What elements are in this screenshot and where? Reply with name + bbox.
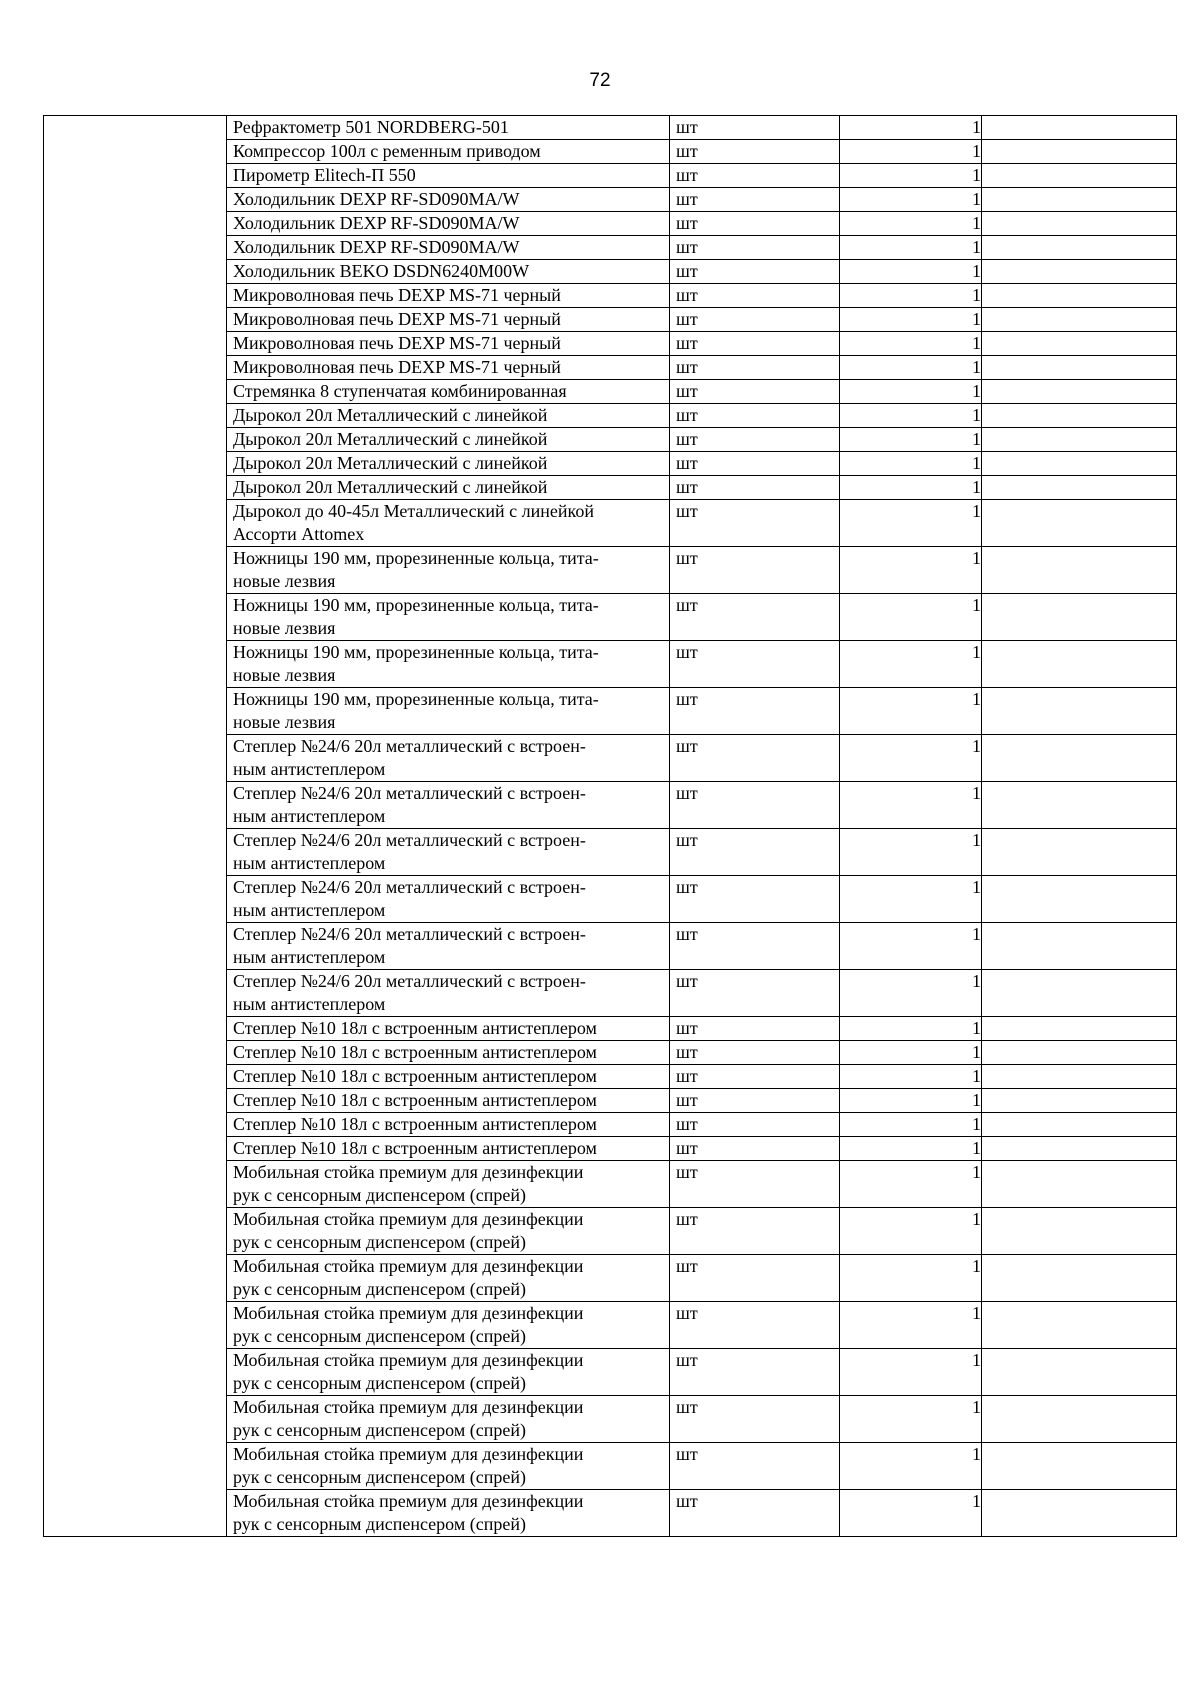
- item-qty-cell: 1: [840, 594, 982, 641]
- item-qty-cell: 1: [840, 1490, 982, 1537]
- item-note-cell: [982, 164, 1177, 188]
- item-qty-cell: 1: [840, 1161, 982, 1208]
- item-name-cell: Мобильная стойка премиум для дезинфекции рук с сенсорным диспенсером (спрей): [227, 1396, 670, 1443]
- item-name-cell: Степлер №24/6 20л металлический с встроен- ным антистеплером: [227, 876, 670, 923]
- item-note-cell: [982, 641, 1177, 688]
- item-name-cell: Степлер №24/6 20л металлический с встроен- ным антистеплером: [227, 735, 670, 782]
- item-unit-cell: шт: [670, 829, 840, 876]
- page-number: 72: [589, 70, 611, 91]
- item-name-cell: Степлер №24/6 20л металлический с встроен- ным антистеплером: [227, 923, 670, 970]
- table-row: [44, 116, 1177, 140]
- item-unit-cell: шт: [670, 428, 840, 452]
- item-note-cell: [982, 356, 1177, 380]
- item-qty-cell: 1: [840, 688, 982, 735]
- item-qty-cell: 1: [840, 735, 982, 782]
- item-qty-cell: 1: [840, 356, 982, 380]
- item-note-cell: [982, 260, 1177, 284]
- item-note-cell: [982, 284, 1177, 308]
- item-unit-cell: шт: [670, 1349, 840, 1396]
- item-unit-cell: шт: [670, 1113, 840, 1137]
- item-unit-cell: шт: [670, 236, 840, 260]
- item-qty-cell: 1: [840, 1396, 982, 1443]
- item-unit-cell: шт: [670, 404, 840, 428]
- item-qty-cell: 1: [840, 452, 982, 476]
- item-unit-cell: шт: [670, 1208, 840, 1255]
- item-name-cell: Рефрактометр 501 NORDBERG-501: [227, 116, 670, 140]
- table-body: [44, 116, 1177, 1537]
- item-qty-cell: 1: [840, 782, 982, 829]
- item-unit-cell: шт: [670, 1017, 840, 1041]
- item-name-cell: Мобильная стойка премиум для дезинфекции рук с сенсорным диспенсером (спрей): [227, 1208, 670, 1255]
- item-qty-cell: 1: [840, 1065, 982, 1089]
- item-qty-cell: 1: [840, 188, 982, 212]
- item-note-cell: [982, 594, 1177, 641]
- item-qty-cell: 1: [840, 140, 982, 164]
- item-unit-cell: шт: [670, 1137, 840, 1161]
- item-note-cell: [982, 1443, 1177, 1490]
- item-note-cell: [982, 1490, 1177, 1537]
- item-name-cell: Степлер №24/6 20л металлический с встроен- ным антистеплером: [227, 970, 670, 1017]
- item-note-cell: [982, 500, 1177, 547]
- item-unit-cell: шт: [670, 1065, 840, 1089]
- item-note-cell: [982, 923, 1177, 970]
- item-name-cell: Степлер №24/6 20л металлический с встроен- ным антистеплером: [227, 829, 670, 876]
- item-unit-cell: шт: [670, 1041, 840, 1065]
- item-note-cell: [982, 1255, 1177, 1302]
- item-name-cell: Дырокол 20л Металлический с линейкой: [227, 452, 670, 476]
- item-unit-cell: шт: [670, 260, 840, 284]
- item-name-cell: Ножницы 190 мм, прорезиненные кольца, тита- новые лезвия: [227, 641, 670, 688]
- item-name-cell: Стремянка 8 ступенчатая комбинированная: [227, 380, 670, 404]
- item-qty-cell: 1: [840, 308, 982, 332]
- item-name-cell: Мобильная стойка премиум для дезинфекции рук с сенсорным диспенсером (спрей): [227, 1302, 670, 1349]
- item-note-cell: [982, 876, 1177, 923]
- item-qty-cell: 1: [840, 212, 982, 236]
- item-qty-cell: 1: [840, 236, 982, 260]
- item-unit-cell: шт: [670, 476, 840, 500]
- item-qty-cell: 1: [840, 1089, 982, 1113]
- item-unit-cell: шт: [670, 1490, 840, 1537]
- item-note-cell: [982, 1302, 1177, 1349]
- item-qty-cell: 1: [840, 1137, 982, 1161]
- item-note-cell: [982, 1017, 1177, 1041]
- item-name-cell: Степлер №10 18л с встроенным антистеплером: [227, 1041, 670, 1065]
- item-name-cell: Степлер №24/6 20л металлический с встроен- ным антистеплером: [227, 782, 670, 829]
- merged-section-cell: [44, 116, 227, 1537]
- item-unit-cell: шт: [670, 188, 840, 212]
- item-name-cell: Холодильник DEXP RF-SD090MA/W: [227, 212, 670, 236]
- item-unit-cell: шт: [670, 547, 840, 594]
- item-note-cell: [982, 428, 1177, 452]
- item-name-cell: Мобильная стойка премиум для дезинфекции рук с сенсорным диспенсером (спрей): [227, 1490, 670, 1537]
- item-unit-cell: шт: [670, 735, 840, 782]
- item-name-cell: Микроволновая печь DEXP MS-71 черный: [227, 356, 670, 380]
- item-unit-cell: шт: [670, 782, 840, 829]
- item-note-cell: [982, 782, 1177, 829]
- item-name-cell: Дырокол до 40-45л Металлический с линейкой Ассорти Attomex: [227, 500, 670, 547]
- item-name-cell: Мобильная стойка премиум для дезинфекции рук с сенсорным диспенсером (спрей): [227, 1255, 670, 1302]
- item-note-cell: [982, 735, 1177, 782]
- item-qty-cell: 1: [840, 1017, 982, 1041]
- item-qty-cell: 1: [840, 876, 982, 923]
- item-note-cell: [982, 1089, 1177, 1113]
- item-name-cell: Микроволновая печь DEXP MS-71 черный: [227, 308, 670, 332]
- item-name-cell: Дырокол 20л Металлический с линейкой: [227, 404, 670, 428]
- item-name-cell: Степлер №10 18л с встроенным антистеплером: [227, 1017, 670, 1041]
- item-name-cell: Степлер №10 18л с встроенным антистеплером: [227, 1089, 670, 1113]
- item-unit-cell: шт: [670, 594, 840, 641]
- item-name-cell: Пирометр Elitech-П 550: [227, 164, 670, 188]
- item-unit-cell: шт: [670, 688, 840, 735]
- item-note-cell: [982, 188, 1177, 212]
- item-unit-cell: шт: [670, 1443, 840, 1490]
- item-qty-cell: 1: [840, 284, 982, 308]
- item-qty-cell: 1: [840, 1443, 982, 1490]
- item-unit-cell: шт: [670, 641, 840, 688]
- item-qty-cell: 1: [840, 500, 982, 547]
- item-note-cell: [982, 1041, 1177, 1065]
- item-name-cell: Ножницы 190 мм, прорезиненные кольца, тита- новые лезвия: [227, 688, 670, 735]
- item-name-cell: Мобильная стойка премиум для дезинфекции рук с сенсорным диспенсером (спрей): [227, 1161, 670, 1208]
- item-unit-cell: шт: [670, 1161, 840, 1208]
- item-name-cell: Холодильник DEXP RF-SD090MA/W: [227, 236, 670, 260]
- item-qty-cell: 1: [840, 641, 982, 688]
- item-unit-cell: шт: [670, 452, 840, 476]
- item-qty-cell: 1: [840, 1208, 982, 1255]
- item-note-cell: [982, 970, 1177, 1017]
- item-note-cell: [982, 688, 1177, 735]
- item-note-cell: [982, 1396, 1177, 1443]
- item-name-cell: Степлер №10 18л с встроенным антистеплером: [227, 1113, 670, 1137]
- item-qty-cell: 1: [840, 923, 982, 970]
- item-unit-cell: шт: [670, 140, 840, 164]
- item-unit-cell: шт: [670, 1255, 840, 1302]
- item-qty-cell: 1: [840, 380, 982, 404]
- item-unit-cell: шт: [670, 970, 840, 1017]
- item-unit-cell: шт: [670, 212, 840, 236]
- item-qty-cell: 1: [840, 404, 982, 428]
- item-name-cell: Микроволновая печь DEXP MS-71 черный: [227, 332, 670, 356]
- item-unit-cell: шт: [670, 923, 840, 970]
- item-note-cell: [982, 1161, 1177, 1208]
- item-qty-cell: 1: [840, 428, 982, 452]
- item-note-cell: [982, 332, 1177, 356]
- item-name-cell: Ножницы 190 мм, прорезиненные кольца, тита- новые лезвия: [227, 594, 670, 641]
- item-name-cell: Микроволновая печь DEXP MS-71 черный: [227, 284, 670, 308]
- item-qty-cell: 1: [840, 1041, 982, 1065]
- item-qty-cell: 1: [840, 1113, 982, 1137]
- item-name-cell: Ножницы 190 мм, прорезиненные кольца, тита- новые лезвия: [227, 547, 670, 594]
- item-qty-cell: 1: [840, 1302, 982, 1349]
- item-unit-cell: шт: [670, 284, 840, 308]
- item-qty-cell: 1: [840, 547, 982, 594]
- item-note-cell: [982, 829, 1177, 876]
- item-qty-cell: 1: [840, 332, 982, 356]
- item-unit-cell: шт: [670, 164, 840, 188]
- item-name-cell: Степлер №10 18л с встроенным антистеплером: [227, 1137, 670, 1161]
- item-unit-cell: шт: [670, 332, 840, 356]
- item-qty-cell: 1: [840, 829, 982, 876]
- item-unit-cell: шт: [670, 308, 840, 332]
- item-name-cell: Степлер №10 18л с встроенным антистеплером: [227, 1065, 670, 1089]
- item-note-cell: [982, 1349, 1177, 1396]
- item-note-cell: [982, 1208, 1177, 1255]
- item-note-cell: [982, 547, 1177, 594]
- item-unit-cell: шт: [670, 876, 840, 923]
- item-note-cell: [982, 1137, 1177, 1161]
- item-qty-cell: 1: [840, 164, 982, 188]
- item-name-cell: Мобильная стойка премиум для дезинфекции рук с сенсорным диспенсером (спрей): [227, 1349, 670, 1396]
- item-note-cell: [982, 404, 1177, 428]
- item-name-cell: Холодильник BEKO DSDN6240M00W: [227, 260, 670, 284]
- item-name-cell: Компрессор 100л с ременным приводом: [227, 140, 670, 164]
- item-qty-cell: 1: [840, 260, 982, 284]
- item-unit-cell: шт: [670, 1089, 840, 1113]
- item-name-cell: Дырокол 20л Металлический с линейкой: [227, 476, 670, 500]
- item-unit-cell: шт: [670, 1302, 840, 1349]
- item-note-cell: [982, 380, 1177, 404]
- item-note-cell: [982, 212, 1177, 236]
- item-unit-cell: шт: [670, 380, 840, 404]
- item-note-cell: [982, 1113, 1177, 1137]
- item-qty-cell: 1: [840, 1349, 982, 1396]
- item-qty-cell: 1: [840, 970, 982, 1017]
- item-note-cell: [982, 1065, 1177, 1089]
- item-qty-cell: 1: [840, 476, 982, 500]
- equipment-table: [43, 115, 1177, 1537]
- item-unit-cell: шт: [670, 116, 840, 140]
- item-note-cell: [982, 140, 1177, 164]
- item-unit-cell: шт: [670, 356, 840, 380]
- item-qty-cell: 1: [840, 1255, 982, 1302]
- item-name-cell: Мобильная стойка премиум для дезинфекции рук с сенсорным диспенсером (спрей): [227, 1443, 670, 1490]
- item-note-cell: [982, 452, 1177, 476]
- item-name-cell: Дырокол 20л Металлический с линейкой: [227, 428, 670, 452]
- item-note-cell: [982, 476, 1177, 500]
- item-note-cell: [982, 236, 1177, 260]
- item-qty-cell: 1: [840, 116, 982, 140]
- item-note-cell: [982, 116, 1177, 140]
- item-unit-cell: шт: [670, 500, 840, 547]
- item-name-cell: Холодильник DEXP RF-SD090MA/W: [227, 188, 670, 212]
- item-note-cell: [982, 308, 1177, 332]
- item-unit-cell: шт: [670, 1396, 840, 1443]
